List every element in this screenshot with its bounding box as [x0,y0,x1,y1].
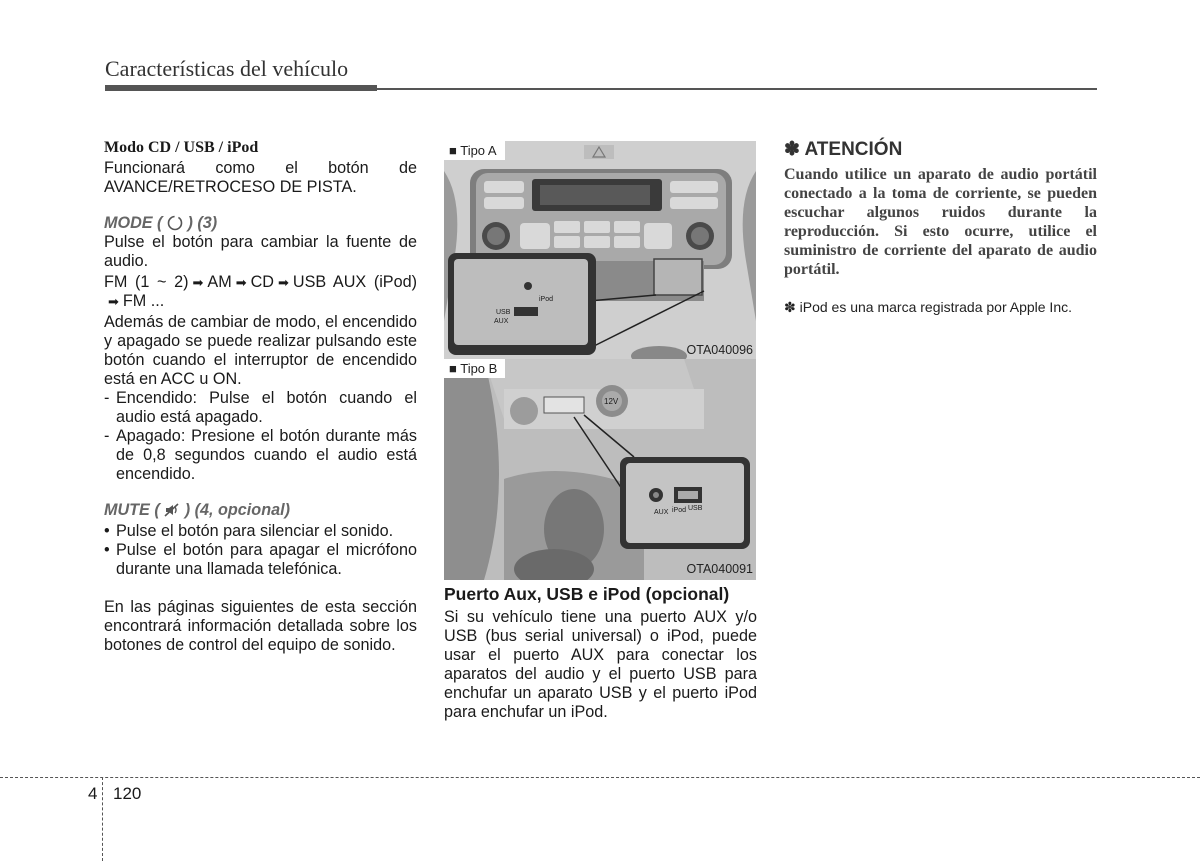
mute-speaker-icon [164,502,180,518]
power-list [104,389,417,484]
cycle-step-2: AM [207,273,232,291]
arrow-right-icon: ➡ [277,275,289,290]
aux-usb-ipod-body: Si su vehículo tiene una puerto AUX y/o USB (bus serial universal) o iPod, puede usar el puerto AUX para conectar los aparatos del audio y el puerto USB para enchufar un aparato USB y el puerto iPod para enchufar un iPod. [444,608,757,721]
aux-usb-ipod-title: Puerto Aux, USB e iPod (opcional) [444,584,730,604]
cd-usb-ipod-mode-title: Modo CD / USB / iPod [104,139,259,156]
mute-list [104,522,417,579]
cycle-step-3: CD [250,273,274,291]
mute-heading-post: ) (4, opcional) [184,501,290,519]
list-item: • Pulse el botón para apagar el micrófono durante una llamada telefónica. [104,541,417,579]
socket-12v-label: 12V [604,397,619,406]
cycle-step-1: FM (1 ~ 2) [104,273,189,291]
mode-cycle [104,273,417,311]
list-item: - Apagado: Presione el botón durante más de 0,8 segundos cuando el audio está encendido. [104,427,417,484]
power-body: Además de cambiar de modo, el encendido y apagado se puede realizar pulsando este botón cuando el interruptor de encendido está en ACC u ON. [104,313,417,388]
figure-b-label: ■ Tipo B [444,359,505,378]
cycle-step-4: USB AUX (iPod) [292,273,417,291]
mode-body: Pulse el botón para cambiar la fuente de audio. [104,233,417,270]
footer-vertical-dashed-rule [102,777,103,861]
arrow-right-icon: ➡ [192,275,204,290]
arrow-right-icon: ➡ [108,294,119,309]
usb-label: USB [688,505,703,512]
mode-heading-pre: MODE ( [104,214,163,232]
console-ports-illustration [444,359,756,580]
figure-b-code: OTA040091 [686,562,753,576]
figure-a-label: ■ Tipo A [444,141,505,160]
aux-label: AUX [494,318,509,325]
list-item: • Pulse el botón para silenciar el sonido. [104,522,417,541]
mode-heading [104,214,417,233]
ipod-label: iPod [672,507,687,514]
middle-column-text [444,584,757,722]
figure-a-code: OTA040096 [686,343,753,357]
audio-head-unit-illustration [444,141,756,361]
ipod-trademark-note: ✽ iPod es una marca registrada por Apple Inc. [784,299,1072,315]
arrow-right-icon: ➡ [235,275,247,290]
footer-dashed-rule [0,777,1200,778]
right-column [784,138,1097,330]
usb-label: USB [496,309,511,316]
list-item: - Encendido: Pulse el botón cuando el audio está apagado. [104,389,417,427]
attention-body: Cuando utilice un aparato de audio portátil conectado a la toma de corriente, se pueden escuchar algunos ruidos durante la reproducción. Si esto ocurre, utilice el suministro de corriente del aparato de audio portátil. [784,166,1097,278]
cd-usb-ipod-mode-body: Funcionará como el botón de AVANCE/RETROCESO DE PISTA. [104,159,417,196]
mute-heading-pre: MUTE ( [104,501,160,519]
mode-dial-icon [167,215,183,231]
left-column [104,138,417,655]
page-number: 120 [113,784,142,803]
header-rule-thin [377,88,1097,90]
attention-title: ✽ ATENCIÓN [784,139,903,160]
header-rule-thick [105,85,377,91]
figure-type-b [444,359,756,580]
cycle-step-5: FM ... [122,292,165,310]
figure-type-a [444,141,756,361]
mode-heading-post: ) (3) [187,214,218,232]
closing-paragraph: En las páginas siguientes de esta sección encontrará información detallada sobre los botones de control del equipo de sonido. [104,598,417,654]
aux-label: AUX [654,509,669,516]
page-header-title: Características del vehículo [105,56,349,81]
mute-heading [104,501,417,520]
chapter-number: 4 [88,784,98,803]
ipod-label: iPod [539,296,554,303]
